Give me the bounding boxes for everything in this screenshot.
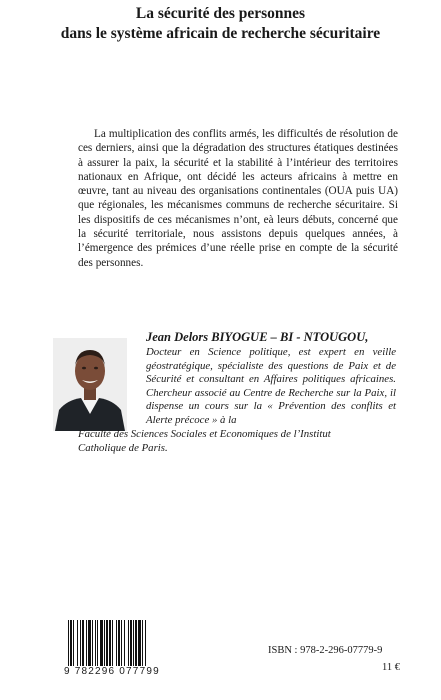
barcode-bar [145, 620, 146, 666]
barcode-bars [68, 620, 176, 666]
book-title-line-2: dans le système africain de recherche sécuritaire [60, 25, 381, 42]
barcode-bar [100, 620, 103, 666]
price: 11 € [382, 662, 400, 673]
barcode-bar [92, 620, 93, 666]
barcode-bar [86, 620, 87, 666]
barcode-bar [121, 620, 122, 666]
book-title-line-1: La sécurité des personnes [135, 5, 306, 22]
barcode-bar [97, 620, 98, 666]
barcode-bar [124, 620, 125, 666]
barcode-bar [133, 620, 134, 666]
barcode-bar [73, 620, 74, 666]
back-cover-summary [78, 127, 398, 270]
author-bio-continued [78, 428, 408, 455]
isbn-number: ISBN : 978-2-296-07779-9 [268, 645, 383, 656]
barcode-bar [138, 620, 141, 666]
barcode-bar [128, 620, 129, 666]
author-bio: Docteur en Science politique, est expert en veille géostratégique, spécialiste des questions de Paix et de Sécurité et consultant en Affaires politiques africaines. Chercheur associé au Centre de Recherche sur la Paix, il dispense un cours sur la « Prévention des conflits et Alerte précoce » à la [146, 346, 396, 426]
author-photo [53, 338, 127, 431]
barcode-bar [88, 620, 91, 666]
barcode-bar [77, 620, 78, 666]
barcode-bar [135, 620, 137, 666]
barcode-bar [82, 620, 84, 666]
author-portrait-image [53, 338, 127, 431]
barcode-bar [118, 620, 120, 666]
barcode-bar [142, 620, 143, 666]
barcode [64, 620, 178, 676]
barcode-bar [68, 620, 69, 666]
summary-paragraph: La multiplication des conflits armés, les difficultés de résolution de ces derniers, ainsi que la dégradation des structures étatiques destinées à assurer la paix, la sécurité et la stabilité à l’intérieur des territoires nationaux en Afrique, ont décidé les acteurs africains à mettre en œuvre, tant au niveau des organisations continentales (OUA puis UA) que régionales, les mécanismes communs de recherche sécuritaire. Si les dispositifs de ces mécanismes n’ont, eà leurs débuts, concerné que la sécurité territoriale, nous assistons depuis quelques années, à l’émergence des prémices d’une réelle prise en compte de la sécurité des personnes. [78, 128, 398, 269]
barcode-bar [80, 620, 81, 666]
barcode-bar [104, 620, 105, 666]
barcode-bar [130, 620, 132, 666]
book-title [0, 4, 441, 44]
barcode-bar [116, 620, 117, 666]
barcode-digits: 9 782296 077799 [64, 666, 160, 677]
barcode-bar [70, 620, 72, 666]
author-bio-line-2: Catholique de Paris. [78, 441, 168, 454]
barcode-bar [112, 620, 113, 666]
author-bio-line-1: Faculté des Sciences Sociales et Economiques de l’Institut [78, 428, 331, 440]
barcode-bar [95, 620, 96, 666]
barcode-bar [106, 620, 108, 666]
author-name: Jean Delors BIYOGUE – BI - NTOUGOU, [146, 330, 369, 344]
barcode-bar [109, 620, 111, 666]
